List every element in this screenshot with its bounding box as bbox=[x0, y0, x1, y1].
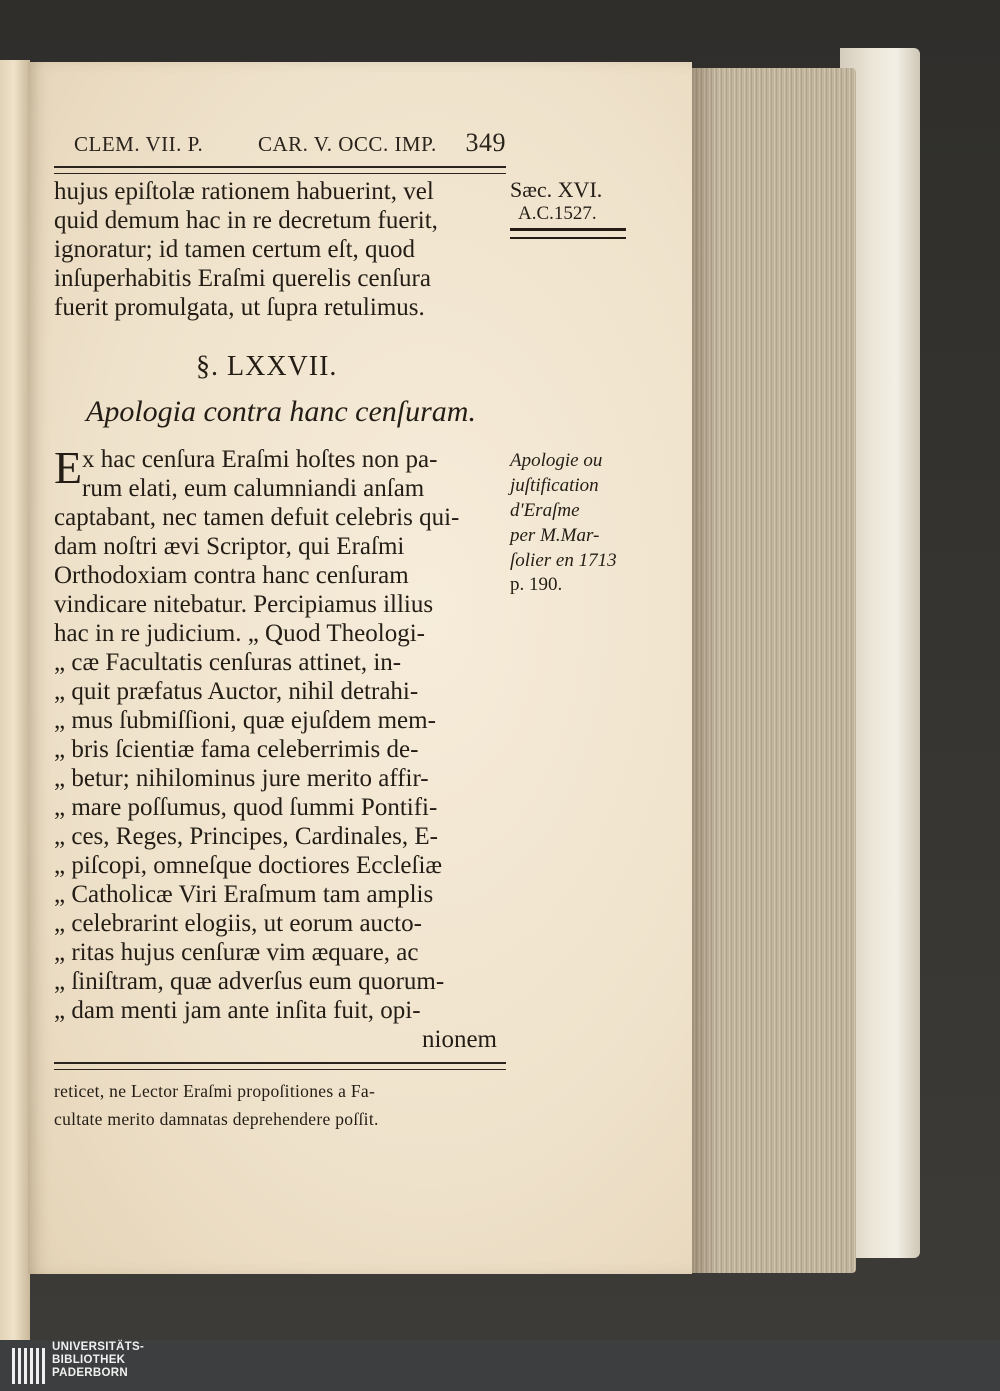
margin-reference-line: Apologie ou bbox=[510, 450, 603, 471]
paragraph-line: „ ritas hujus cenſuræ vim æquare, ac bbox=[54, 939, 419, 966]
paragraph-line: „ dam menti jam ante inſita fuit, opi- bbox=[54, 997, 421, 1024]
paragraph-line: rum elati, eum calumniandi anſam bbox=[82, 475, 425, 502]
paragraph-line: captabant, nec tamen defuit celebris qui- bbox=[54, 504, 460, 531]
footnote-rule bbox=[54, 1062, 506, 1070]
logo-line: BIBLIOTHEK bbox=[52, 1354, 126, 1366]
catchword: nionem bbox=[422, 1026, 497, 1053]
drop-capital: E bbox=[54, 442, 83, 493]
section-number: §. LXXVII. bbox=[196, 351, 338, 382]
margin-rule bbox=[510, 228, 626, 239]
body-line: hujus epiſtolæ rationem habuerint, vel bbox=[54, 178, 434, 205]
logo-line: UNIVERSITÄTS- bbox=[52, 1341, 145, 1353]
margin-reference-line: ſolier en 1713 bbox=[510, 550, 617, 571]
paragraph-line: „ Catholicæ Viri Eraſmum tam amplis bbox=[54, 881, 434, 908]
page-number: 349 bbox=[465, 128, 506, 157]
paragraph-line: „ betur; nihilominus jure merito affir- bbox=[54, 765, 429, 792]
paragraph-line: „ bris ſcientiæ fama celeberrimis de- bbox=[54, 736, 419, 763]
paragraph-line: hac in re judicium. „ Quod Theologi- bbox=[54, 620, 425, 647]
body-line: quid demum hac in re decretum fuerit, bbox=[54, 207, 438, 234]
paragraph-line: Orthodoxiam contra hanc cenſuram bbox=[54, 562, 409, 589]
body-line: fuerit promulgata, ut ſupra retulimus. bbox=[54, 294, 425, 321]
body-line: inſuperhabitis Eraſmi querelis cenſura bbox=[54, 265, 431, 292]
paragraph-line: dam noſtri ævi Scriptor, qui Eraſmi bbox=[54, 533, 405, 560]
running-head-middle: CAR. V. OCC. IMP. bbox=[258, 132, 437, 156]
paragraph-line: x hac cenſura Eraſmi hoſtes non pa- bbox=[82, 446, 438, 473]
body-line: ignoratur; id tamen certum eſt, quod bbox=[54, 236, 416, 263]
margin-saeculum: Sæc. XVI. bbox=[510, 177, 603, 202]
paragraph-line: „ celebrarint elogiis, ut eorum aucto- bbox=[54, 910, 422, 937]
paragraph-line: „ piſcopi, omneſque doctiores Eccleſiæ bbox=[54, 852, 443, 879]
paragraph-line: „ mus ſubmiſſioni, quæ ejuſdem mem- bbox=[54, 707, 436, 734]
header-rule bbox=[54, 166, 506, 174]
paragraph-line: „ mare poſſumus, quod ſummi Pontifi- bbox=[54, 794, 438, 821]
margin-reference-line: juſtification bbox=[510, 475, 599, 496]
library-logo-icon bbox=[8, 1342, 48, 1388]
paragraph-line: „ ſiniſtram, quæ adverſus eum quorum- bbox=[54, 968, 445, 995]
margin-year: A.C.1527. bbox=[518, 203, 597, 224]
margin-reference-line: d'Eraſme bbox=[510, 500, 580, 521]
section-title: Apologia contra hanc cenſuram. bbox=[86, 395, 476, 428]
library-footer-bar bbox=[0, 1340, 1000, 1391]
library-logo-text bbox=[52, 1341, 144, 1380]
paragraph-line: „ cæ Facultatis cenſuras attinet, in- bbox=[54, 649, 402, 676]
footnote-line: reticet, ne Lector Eraſmi propoſitiones a Fa- bbox=[54, 1081, 376, 1101]
running-head bbox=[74, 128, 506, 162]
running-head-left: CLEM. VII. P. bbox=[74, 132, 204, 156]
paragraph-line: „ quit præfatus Auctor, nihil detrahi- bbox=[54, 678, 419, 705]
margin-reference-line: per M.Mar- bbox=[510, 525, 600, 546]
logo-line: PADERBORN bbox=[52, 1367, 128, 1379]
paragraph-line: vindicare nitebatur. Percipiamus illius bbox=[54, 591, 434, 618]
facing-page-edge bbox=[0, 60, 30, 1340]
margin-reference-line: p. 190. bbox=[510, 574, 563, 595]
paragraph-line: „ ces, Reges, Principes, Cardinales, E- bbox=[54, 823, 438, 850]
footnote-line: cultate merito damnatas deprehendere poſſit. bbox=[54, 1109, 379, 1129]
